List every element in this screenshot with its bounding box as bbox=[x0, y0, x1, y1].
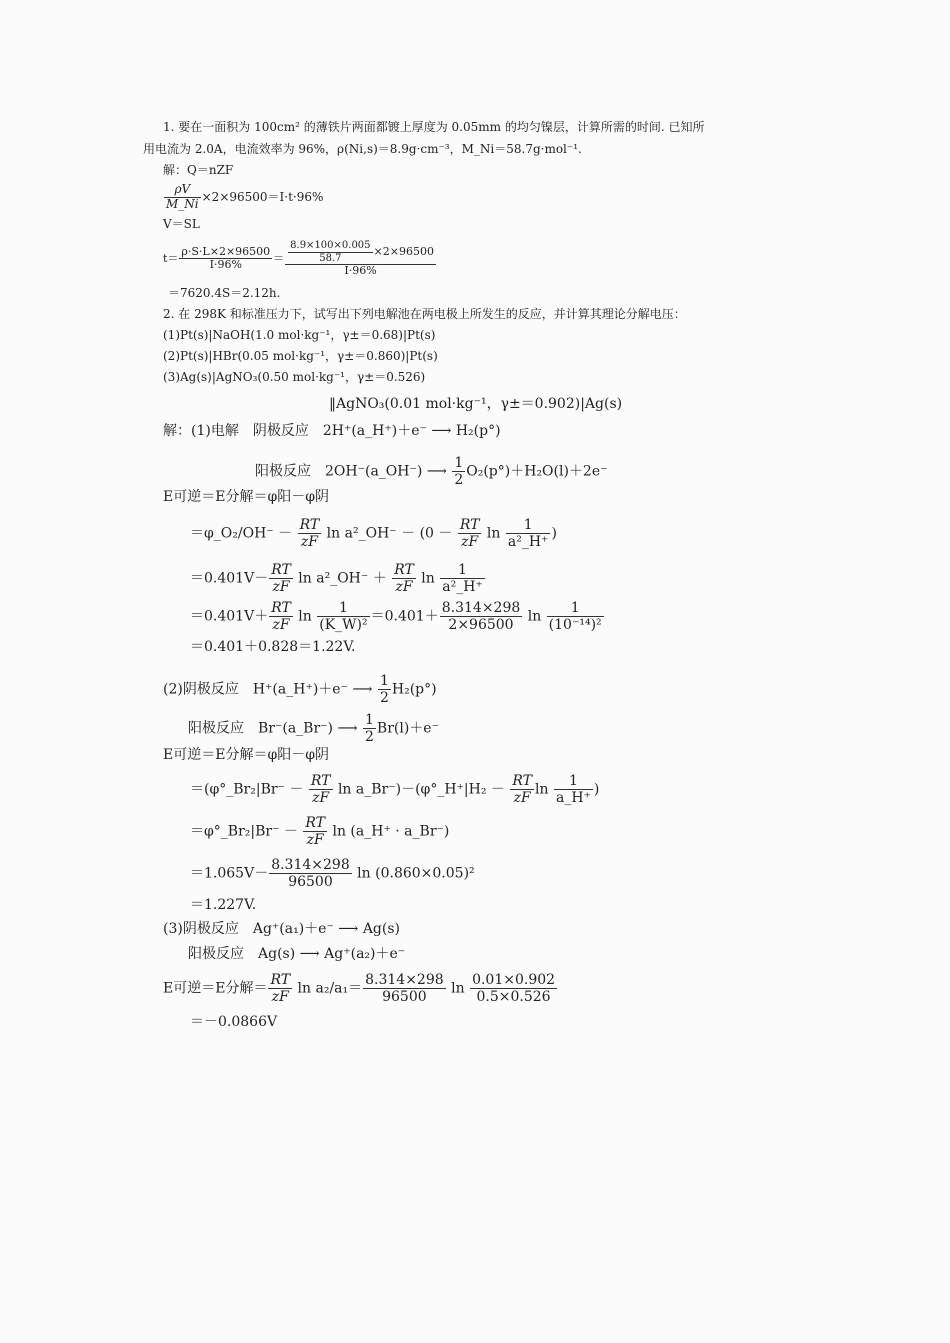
problem-1-line-1: 1. 要在一面积为 100cm² 的薄铁片两面都镀上厚度为 0.05mm 的均匀镍层，计算所需的时间. 已知所 bbox=[163, 120, 705, 134]
solution-1-charge: 解：Q＝nZF bbox=[163, 163, 234, 177]
problem-2-cell-1: (1)Pt(s)|NaOH(1.0 mol·kg⁻¹，γ±＝0.68)|Pt(s) bbox=[163, 328, 436, 342]
problem-1-line-2: 用电流为 2.0A，电流效率为 96%，ρ(Ni,s)＝8.9g·cm⁻³，M_Ni＝58.7g·mol⁻¹. bbox=[143, 142, 582, 156]
s3-cathode-reaction: (3)阴极反应 Ag⁺(a₁)＋e⁻ ⟶ Ag(s) bbox=[163, 921, 401, 937]
solution-1-result: ＝7620.4S＝2.12h. bbox=[168, 286, 281, 300]
problem-2-cell-3-continued: ‖AgNO₃(0.01 mol·kg⁻¹，γ±＝0.902)|Ag(s) bbox=[329, 396, 623, 412]
problem-2-cell-3: (3)Ag(s)|AgNO₃(0.50 mol·kg⁻¹，γ±＝0.526) bbox=[163, 370, 426, 384]
s2-equation-3: ＝φ°_Br₂|Br⁻ － $\frac{RT}{zF}$ ln (a_H⁺ · a_Br⁻) bbox=[190, 815, 450, 849]
problem-2-line-1: 2. 在 298K 和标准压力下，试写出下列电解池在两电极上所发生的反应，并计算其理论分解电压： bbox=[163, 307, 686, 321]
s1-emf-definition: E可逆＝E分解＝φ阳－φ阴 bbox=[163, 489, 330, 505]
s2-equation-2: ＝(φ°_Br₂|Br⁻ － $\frac{RT}{zF}$ ln a_Br⁻)－(φ°_H⁺|H₂ － $\frac{RT}{zF}$ ln $\frac{1}{a\_H^+}$ ) bbox=[190, 773, 600, 807]
s1-result: ＝0.401＋0.828＝1.22V. bbox=[190, 639, 356, 655]
s1-equation-4: ＝0.401V＋ $\frac{RT}{zF}$ ln $\frac{1}{\text{(K\_W)²}}$ ＝0.401＋ $\frac{8.314\times 298}{2\times 96500}$ ln $\frac{1}{\text{(10⁻¹⁴)²}}$ bbox=[190, 600, 602, 634]
s2-anode-reaction: 阳极反应 Br⁻(a_Br⁻) ⟶ $\frac{1}{2}$ Br(l)＋e⁻ bbox=[188, 712, 439, 746]
s3-equation: E可逆＝E分解＝ $\frac{RT}{zF}$ ln a₂/a₁＝ $\frac{8.314\times 298}{96500}$ ln $\frac{0.01\times 0.902}{0.5\times 0.526}$ bbox=[163, 972, 556, 1006]
s2-equation-4: ＝1.065V－ $\frac{8.314\times 298}{96500}$ ln (0.860×0.05)² bbox=[190, 857, 475, 891]
s1-cathode-reaction: 解：(1)电解 阴极反应 2H⁺(a_H⁺)＋e⁻ ⟶ H₂(p°) bbox=[163, 423, 501, 439]
s1-anode-reaction: 阳极反应 2OH⁻(a_OH⁻) ⟶ $\frac{1}{2}$ O₂(p°)＋H₂O(l)＋2e⁻ bbox=[255, 455, 608, 489]
problem-2-cell-2: (2)Pt(s)|HBr(0.05 mol·kg⁻¹，γ±＝0.860)|Pt(s) bbox=[163, 349, 438, 363]
s3-anode-reaction: 阳极反应 Ag(s) ⟶ Ag⁺(a₂)＋e⁻ bbox=[188, 946, 406, 962]
solution-1-volume: V＝SL bbox=[163, 217, 200, 231]
solution-1-time-equation: t＝ $\frac{\rho\cdot S\cdot L\times 2\times 96500}{I\cdot 96\%}$ ＝ $\frac{8.9\times 100\times 0.005}{58.7}$ ×2×96500 I·96% bbox=[163, 240, 434, 277]
s1-equation-2: ＝φ_O₂/OH⁻ － $\frac{RT}{zF}$ ln a²_OH⁻ － (0 － $\frac{RT}{zF}$ ln $\frac{1}{\text{a²\_H⁺}}$ ) bbox=[190, 517, 557, 551]
s2-result: ＝1.227V. bbox=[190, 897, 257, 913]
solution-1-mass-equation: $\frac{\rho V}{M\_Ni}$ ×2×96500＝I·t·96% bbox=[166, 182, 324, 211]
s1-equation-3: ＝0.401V－ $\frac{RT}{zF}$ ln a²_OH⁻ ＋ $\frac{RT}{zF}$ ln $\frac{1}{\text{a²\_H⁺}}$ bbox=[190, 562, 483, 596]
s3-result: ＝－0.0866V bbox=[190, 1014, 278, 1030]
s2-cathode-reaction: (2)阴极反应 H⁺(a_H⁺)＋e⁻ ⟶ $\frac{1}{2}$ H₂(p°) bbox=[163, 673, 437, 707]
s2-emf-definition: E可逆＝E分解＝φ阳－φ阴 bbox=[163, 747, 330, 763]
